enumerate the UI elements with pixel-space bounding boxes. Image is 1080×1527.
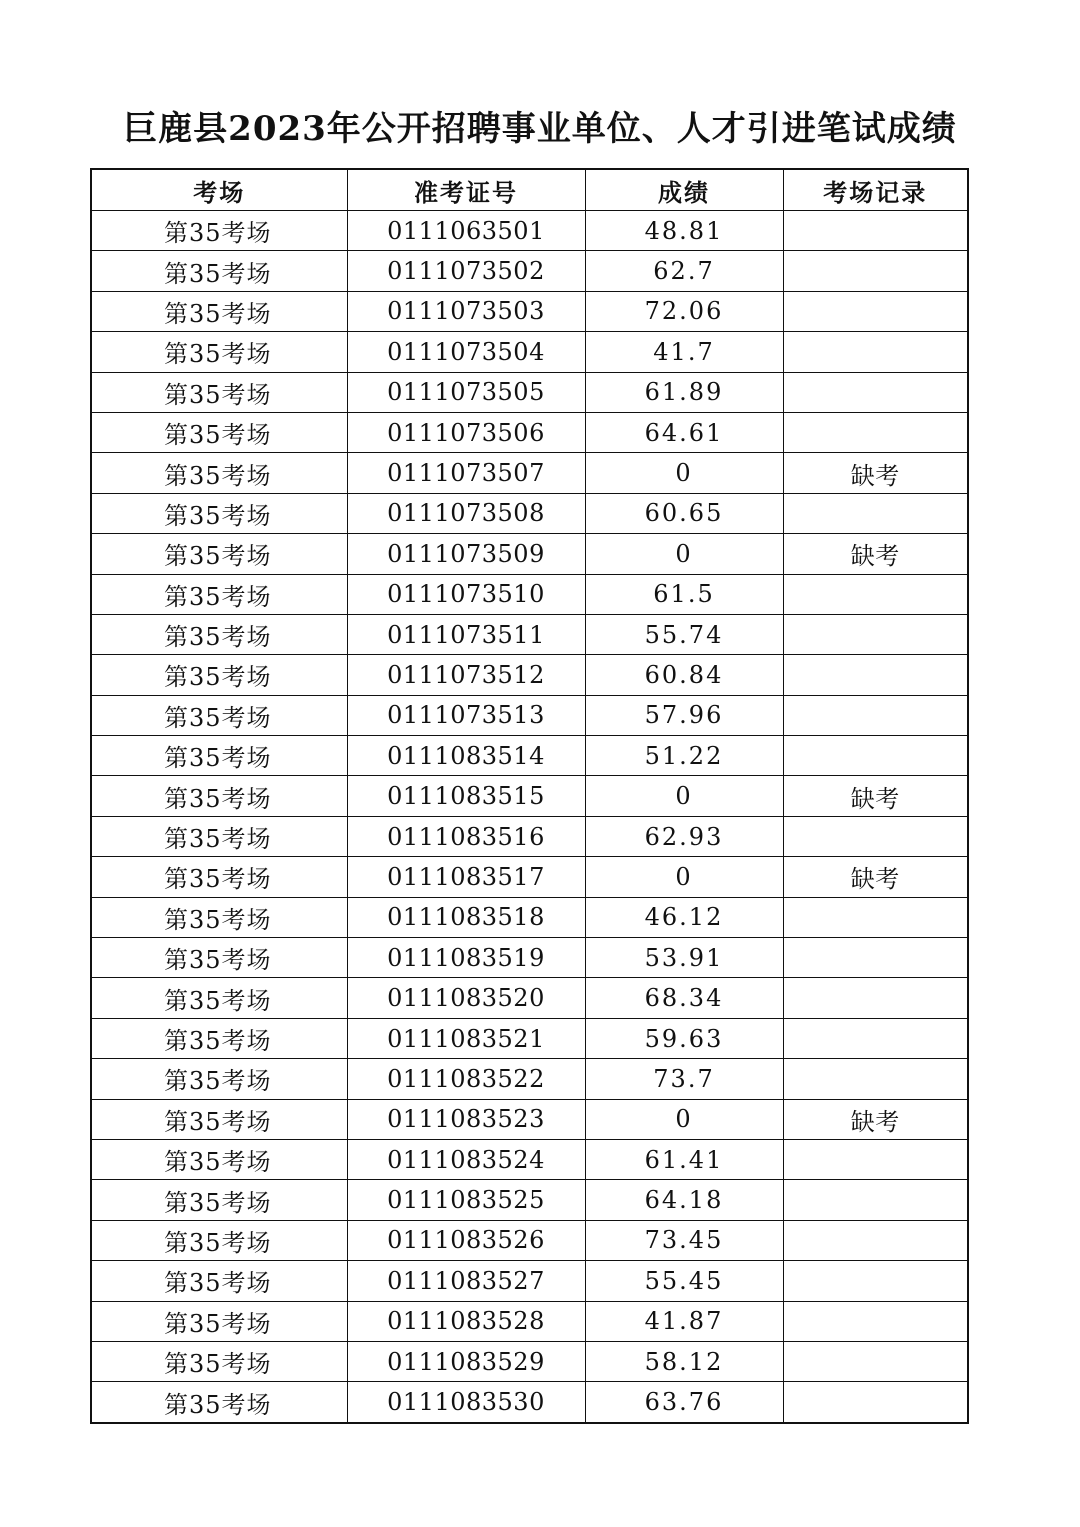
exam-record-cell [783, 1301, 968, 1341]
ticket-number-cell: 0111083528 [347, 1301, 585, 1341]
room-cell: 第35考场 [91, 493, 347, 533]
score-cell: 41.7 [585, 332, 783, 372]
exam-record-cell [783, 1018, 968, 1058]
room-cell: 第35考场 [91, 614, 347, 654]
ticket-number-cell: 0111073513 [347, 695, 585, 735]
score-table [90, 168, 969, 1424]
table-row [91, 1139, 968, 1179]
score-cell: 0 [585, 1099, 783, 1139]
table-row [91, 1301, 968, 1341]
room-cell: 第35考场 [91, 978, 347, 1018]
score-cell: 60.84 [585, 655, 783, 695]
room-cell: 第35考场 [91, 372, 347, 412]
score-cell: 55.45 [585, 1261, 783, 1301]
table-row [91, 1018, 968, 1058]
table-row [91, 534, 968, 574]
ticket-number-cell: 0111083514 [347, 736, 585, 776]
ticket-number-cell: 0111083529 [347, 1341, 585, 1381]
room-cell: 第35考场 [91, 1220, 347, 1260]
room-cell: 第35考场 [91, 1099, 347, 1139]
page-title: 巨鹿县2023年公开招聘事业单位、人才引进笔试成绩 [123, 109, 957, 149]
exam-record-cell [783, 1382, 968, 1423]
score-cell: 68.34 [585, 978, 783, 1018]
score-cell: 0 [585, 857, 783, 897]
table-body [91, 211, 968, 1423]
room-cell: 第35考场 [91, 1341, 347, 1381]
room-cell: 第35考场 [91, 412, 347, 452]
score-cell: 0 [585, 534, 783, 574]
score-cell: 62.93 [585, 816, 783, 856]
exam-record-cell [783, 695, 968, 735]
exam-record-cell [783, 655, 968, 695]
ticket-number-cell: 0111083524 [347, 1139, 585, 1179]
score-cell: 55.74 [585, 614, 783, 654]
ticket-number-cell: 0111073506 [347, 412, 585, 452]
exam-record-cell [783, 291, 968, 331]
room-cell: 第35考场 [91, 534, 347, 574]
header-ticket: 准考证号 [347, 169, 585, 211]
score-cell: 48.81 [585, 211, 783, 251]
ticket-number-cell: 0111073507 [347, 453, 585, 493]
ticket-number-cell: 0111083521 [347, 1018, 585, 1058]
score-cell: 60.65 [585, 493, 783, 533]
score-cell: 64.61 [585, 412, 783, 452]
ticket-number-cell: 0111073505 [347, 372, 585, 412]
ticket-number-cell: 0111073512 [347, 655, 585, 695]
table-row [91, 978, 968, 1018]
ticket-number-cell: 0111073504 [347, 332, 585, 372]
table-row [91, 897, 968, 937]
room-cell: 第35考场 [91, 1139, 347, 1179]
table-row [91, 574, 968, 614]
room-cell: 第35考场 [91, 655, 347, 695]
ticket-number-cell: 0111083522 [347, 1059, 585, 1099]
table-row [91, 412, 968, 452]
ticket-number-cell: 0111083519 [347, 938, 585, 978]
room-cell: 第35考场 [91, 1261, 347, 1301]
table-row [91, 291, 968, 331]
table-row [91, 655, 968, 695]
score-cell: 64.18 [585, 1180, 783, 1220]
ticket-number-cell: 0111073503 [347, 291, 585, 331]
exam-record-cell: 缺考 [783, 453, 968, 493]
table-row [91, 1180, 968, 1220]
ticket-number-cell: 0111073511 [347, 614, 585, 654]
table-row [91, 1341, 968, 1381]
room-cell: 第35考场 [91, 211, 347, 251]
room-cell: 第35考场 [91, 1059, 347, 1099]
room-cell: 第35考场 [91, 574, 347, 614]
table-row [91, 614, 968, 654]
exam-record-cell [783, 1059, 968, 1099]
header-room: 考场 [91, 169, 347, 211]
ticket-number-cell: 0111083518 [347, 897, 585, 937]
table-row [91, 372, 968, 412]
table-row [91, 1059, 968, 1099]
header-score: 成绩 [585, 169, 783, 211]
room-cell: 第35考场 [91, 897, 347, 937]
exam-record-cell [783, 1139, 968, 1179]
table-row [91, 695, 968, 735]
table-header-row [91, 169, 968, 211]
table-row [91, 1382, 968, 1423]
score-cell: 53.91 [585, 938, 783, 978]
exam-record-cell [783, 614, 968, 654]
exam-record-cell: 缺考 [783, 534, 968, 574]
room-cell: 第35考场 [91, 1301, 347, 1341]
table-row [91, 332, 968, 372]
score-cell: 72.06 [585, 291, 783, 331]
ticket-number-cell: 0111073510 [347, 574, 585, 614]
exam-record-cell [783, 1220, 968, 1260]
table-row [91, 1261, 968, 1301]
exam-record-cell [783, 211, 968, 251]
room-cell: 第35考场 [91, 857, 347, 897]
score-cell: 61.41 [585, 1139, 783, 1179]
table-row [91, 493, 968, 533]
exam-record-cell: 缺考 [783, 857, 968, 897]
exam-record-cell [783, 938, 968, 978]
table-row [91, 736, 968, 776]
table-row [91, 453, 968, 493]
score-cell: 0 [585, 453, 783, 493]
ticket-number-cell: 0111073508 [347, 493, 585, 533]
exam-record-cell [783, 1261, 968, 1301]
exam-record-cell [783, 1341, 968, 1381]
score-cell: 0 [585, 776, 783, 816]
exam-record-cell [783, 897, 968, 937]
exam-record-cell [783, 1180, 968, 1220]
exam-record-cell [783, 372, 968, 412]
table-row [91, 211, 968, 251]
exam-record-cell: 缺考 [783, 776, 968, 816]
ticket-number-cell: 0111083517 [347, 857, 585, 897]
ticket-number-cell: 0111063501 [347, 211, 585, 251]
score-cell: 73.7 [585, 1059, 783, 1099]
table-row [91, 251, 968, 291]
room-cell: 第35考场 [91, 776, 347, 816]
exam-record-cell [783, 816, 968, 856]
score-cell: 63.76 [585, 1382, 783, 1423]
score-cell: 41.87 [585, 1301, 783, 1341]
score-cell: 73.45 [585, 1220, 783, 1260]
room-cell: 第35考场 [91, 251, 347, 291]
score-cell: 46.12 [585, 897, 783, 937]
room-cell: 第35考场 [91, 291, 347, 331]
ticket-number-cell: 0111083525 [347, 1180, 585, 1220]
room-cell: 第35考场 [91, 1180, 347, 1220]
room-cell: 第35考场 [91, 1018, 347, 1058]
header-note: 考场记录 [783, 169, 968, 211]
room-cell: 第35考场 [91, 736, 347, 776]
table-row [91, 1220, 968, 1260]
room-cell: 第35考场 [91, 1382, 347, 1423]
ticket-number-cell: 0111083515 [347, 776, 585, 816]
table-row [91, 816, 968, 856]
room-cell: 第35考场 [91, 938, 347, 978]
exam-record-cell: 缺考 [783, 1099, 968, 1139]
ticket-number-cell: 0111083523 [347, 1099, 585, 1139]
exam-record-cell [783, 493, 968, 533]
score-cell: 61.89 [585, 372, 783, 412]
ticket-number-cell: 0111083526 [347, 1220, 585, 1260]
room-cell: 第35考场 [91, 816, 347, 856]
exam-record-cell [783, 332, 968, 372]
room-cell: 第35考场 [91, 695, 347, 735]
ticket-number-cell: 0111083520 [347, 978, 585, 1018]
score-cell: 62.7 [585, 251, 783, 291]
table-row [91, 857, 968, 897]
room-cell: 第35考场 [91, 453, 347, 493]
table-row [91, 1099, 968, 1139]
ticket-number-cell: 0111073509 [347, 534, 585, 574]
score-cell: 58.12 [585, 1341, 783, 1381]
table-row [91, 938, 968, 978]
table-row [91, 776, 968, 816]
exam-record-cell [783, 978, 968, 1018]
exam-record-cell [783, 736, 968, 776]
ticket-number-cell: 0111083516 [347, 816, 585, 856]
ticket-number-cell: 0111083527 [347, 1261, 585, 1301]
ticket-number-cell: 0111083530 [347, 1382, 585, 1423]
exam-record-cell [783, 574, 968, 614]
score-cell: 51.22 [585, 736, 783, 776]
score-cell: 61.5 [585, 574, 783, 614]
exam-record-cell [783, 251, 968, 291]
score-cell: 57.96 [585, 695, 783, 735]
ticket-number-cell: 0111073502 [347, 251, 585, 291]
score-cell: 59.63 [585, 1018, 783, 1058]
exam-record-cell [783, 412, 968, 452]
room-cell: 第35考场 [91, 332, 347, 372]
